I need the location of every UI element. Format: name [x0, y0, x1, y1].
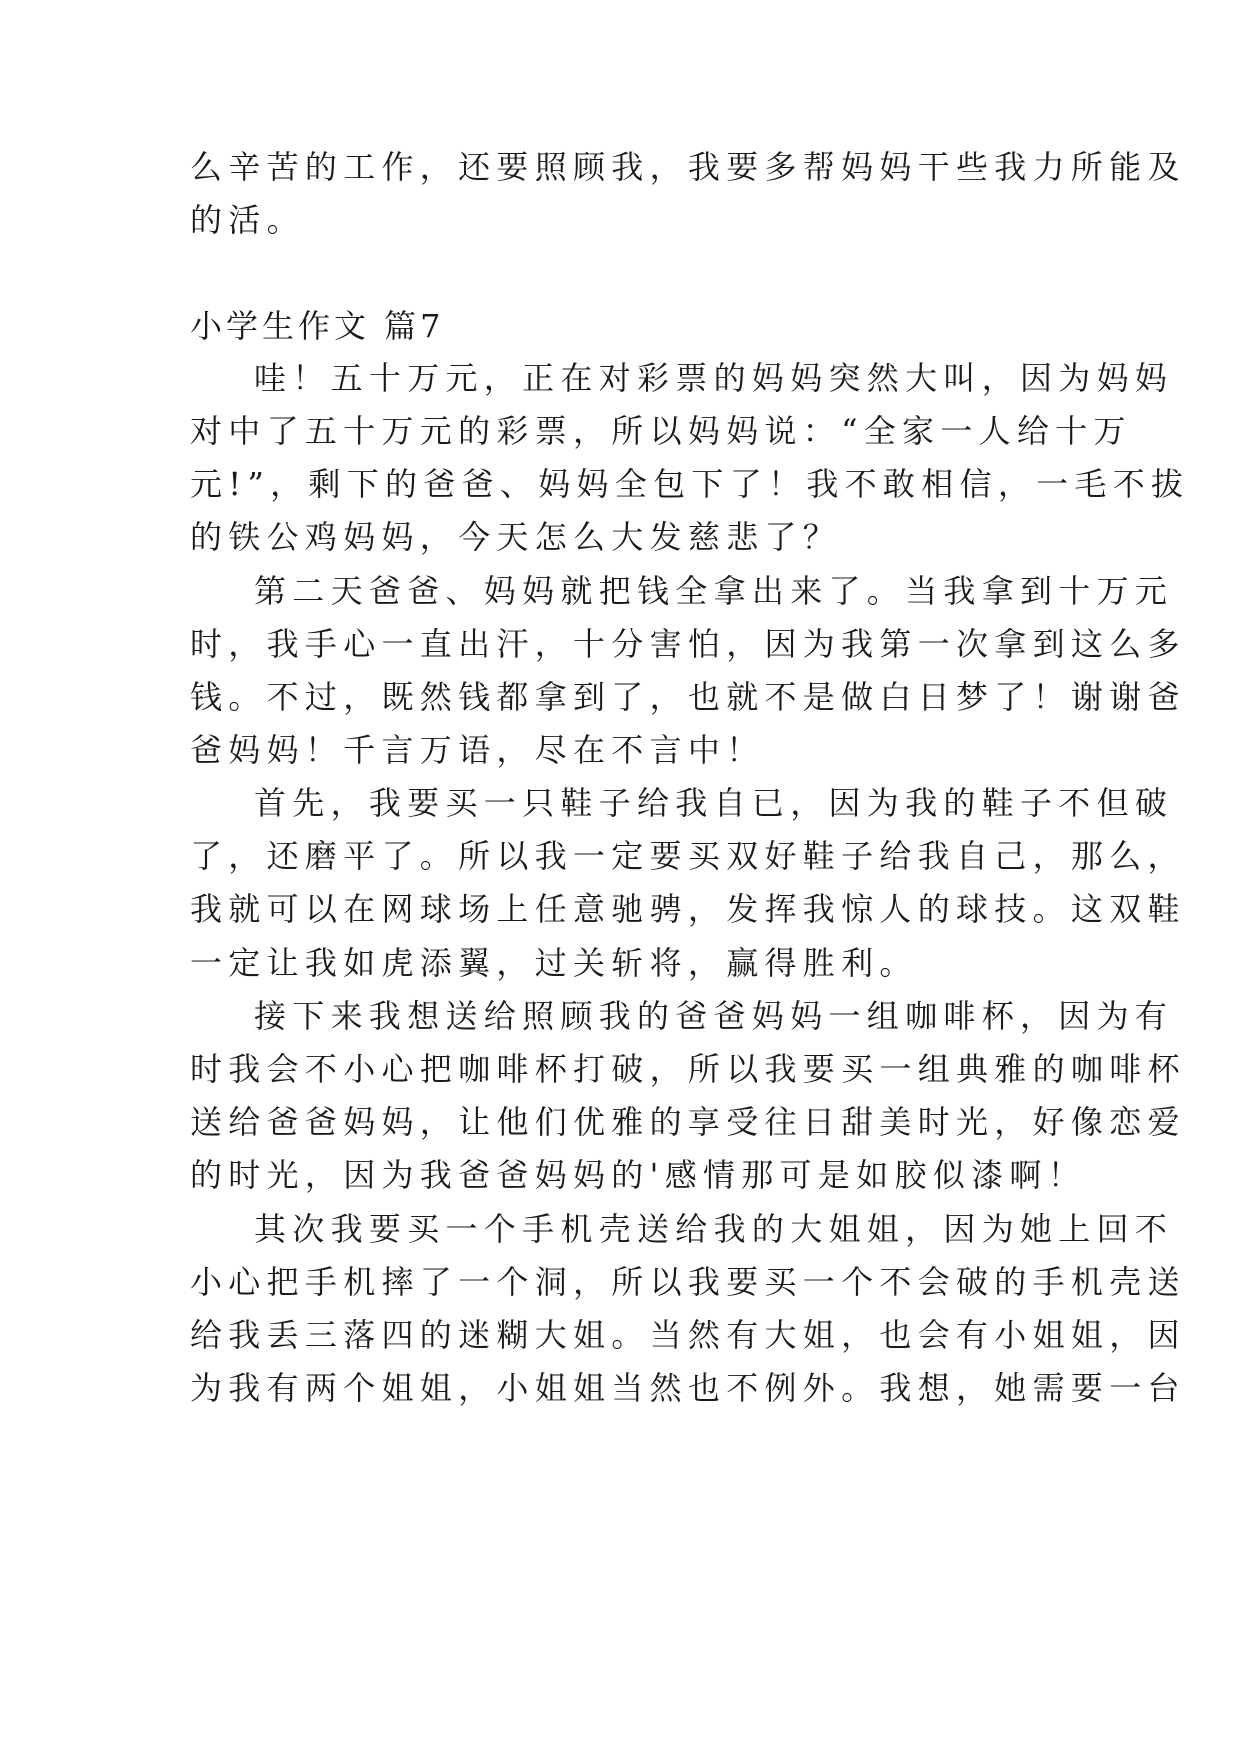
paragraph-2-line-2: 时，我手心一直出汗，十分害怕，因为我第一次拿到这么多 [190, 625, 1186, 663]
paragraph-5-line-4: 为我有两个姐姐，小姐姐当然也不例外。我想，她需要一台 [190, 1369, 1186, 1407]
paragraph-2-line-1: 第二天爸爸、妈妈就把钱全拿出来了。当我拿到十万元 [254, 572, 1174, 610]
paragraph-1-line-2: 对中了五十万元的彩票，所以妈妈说：“全家一人给十万 [190, 412, 1132, 450]
section-heading: 小学生作文 篇7 [190, 307, 445, 345]
paragraph-4-line-1: 接下来我想送给照顾我的爸爸妈妈一组咖啡杯，因为有 [254, 997, 1174, 1035]
intro-line-1: 么辛苦的工作，还要照顾我，我要多帮妈妈干些我力所能及 [190, 148, 1186, 186]
intro-line-2: 的活。 [190, 201, 305, 239]
paragraph-1-line-3: 元!”，剩下的爸爸、妈妈全包下了！我不敢相信，一毛不拔 [190, 465, 1190, 503]
paragraph-1-line-1: 哇！五十万元，正在对彩票的妈妈突然大叫，因为妈妈 [254, 359, 1174, 397]
paragraph-3-line-4: 一定让我如虎添翼，过关斩将，赢得胜利。 [190, 944, 918, 982]
paragraph-3-line-1: 首先，我要买一只鞋子给我自已，因为我的鞋子不但破 [254, 784, 1174, 822]
paragraph-3-line-3: 我就可以在网球场上任意驰骋，发挥我惊人的球技。这双鞋 [190, 890, 1186, 928]
paragraph-5-line-1: 其次我要买一个手机壳送给我的大姐姐，因为她上回不 [254, 1210, 1174, 1248]
paragraph-5-line-2: 小心把手机摔了一个洞，所以我要买一个不会破的手机壳送 [190, 1263, 1186, 1301]
paragraph-1-line-4: 的铁公鸡妈妈，今天怎么大发慈悲了？ [190, 518, 842, 556]
paragraph-3-line-2: 了，还磨平了。所以我一定要买双好鞋子给我自己，那么， [190, 837, 1186, 875]
paragraph-4-line-3: 送给爸爸妈妈，让他们优雅的享受往日甜美时光，好像恋爱 [190, 1103, 1186, 1141]
paragraph-5-line-3: 给我丢三落四的迷糊大姐。当然有大姐，也会有小姐姐，因 [190, 1316, 1186, 1354]
paragraph-4-line-2: 时我会不小心把咖啡杯打破，所以我要买一组典雅的咖啡杯 [190, 1050, 1186, 1088]
paragraph-2-line-3: 钱。不过，既然钱都拿到了，也就不是做白日梦了！谢谢爸 [190, 678, 1186, 716]
paragraph-2-line-4: 爸妈妈！千言万语，尽在不言中！ [190, 731, 765, 769]
paragraph-4-line-4: 的时光，因为我爸爸妈妈的'感情那可是如胶似漆啊！ [190, 1156, 1086, 1194]
